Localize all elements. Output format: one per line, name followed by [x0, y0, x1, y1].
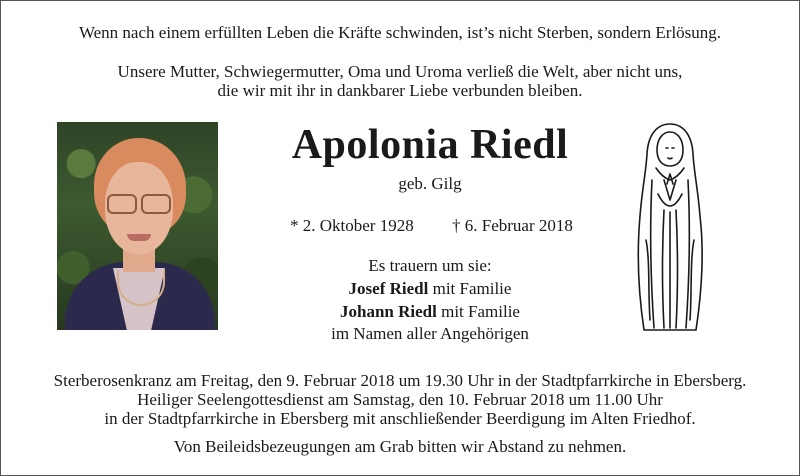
mourner-name: Josef Riedl: [348, 279, 429, 298]
mourners-heading: Es trauern um sie:: [368, 256, 492, 275]
birth-date: * 2. Oktober 1928: [290, 216, 414, 235]
deceased-name: Apolonia Riedl: [291, 122, 569, 168]
mourner-row: [250, 300, 610, 323]
praying-madonna-icon: [634, 120, 706, 334]
mourner-suffix: mit Familie: [436, 302, 520, 321]
service-line-2: Heiliger Seelengottesdienst am Samstag, den 10. Februar 2018 um 11.00 Uhr: [137, 390, 663, 409]
mourner-row: [250, 277, 610, 300]
service-line-3: in der Stadtpfarrkirche in Ebersberg mit anschließender Beerdigung im Alten Friedhof.: [104, 409, 696, 428]
closing-text: Von Beileidsbezeugungen am Grab bitten wir Abstand zu nehmen.: [173, 437, 627, 456]
maiden-name: geb. Gilg: [398, 174, 462, 193]
mourners-all: im Namen aller Angehörigen: [331, 324, 529, 343]
service-line-1: Sterberosenkranz am Freitag, den 9. Februar 2018 um 19.30 Uhr in der Stadtpfarrkirche in Ebersberg.: [53, 371, 747, 390]
portrait-photo: [57, 122, 218, 330]
mourner-name: Johann Riedl: [340, 302, 437, 321]
intro-line-2: die wir mit ihr in dankbarer Liebe verbunden bleiben.: [217, 81, 583, 100]
quote-text: Wenn nach einem erfüllten Leben die Kräfte schwinden, ist’s nicht Sterben, sondern Erlösung.: [78, 23, 722, 42]
mourner-suffix: mit Familie: [428, 279, 512, 298]
death-date: † 6. Februar 2018: [452, 216, 573, 235]
intro-line-1: Unsere Mutter, Schwiegermutter, Oma und Uroma verließ die Welt, aber nicht uns,: [117, 62, 683, 81]
